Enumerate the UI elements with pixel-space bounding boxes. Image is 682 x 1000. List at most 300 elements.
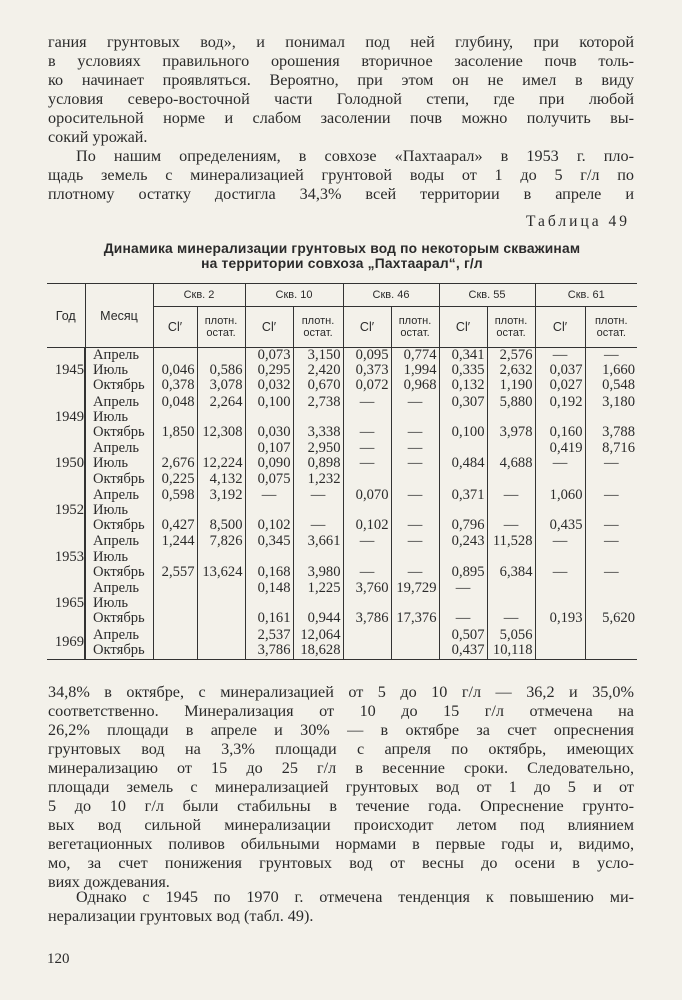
header-dry-residue: плотн. остат. [391,307,439,348]
cell-value [346,643,389,658]
cell-value: 2,420 [307,362,341,379]
cell-value [442,596,485,611]
cell-value: — [310,517,326,534]
value-cell [343,581,391,628]
text-line: сокий урожай. [48,128,148,146]
value-cell [293,534,343,581]
cell-value: 4,688 [499,455,533,472]
cell-value: 8,716 [602,440,635,457]
cell-value: 0,898 [307,455,341,472]
page-number: 120 [47,951,70,967]
cell-value: 0,373 [355,362,389,379]
cell-value [538,628,583,643]
mineralization-table [47,283,637,660]
cell-value: 1,660 [602,362,635,379]
cell-value: 2,264 [209,393,243,410]
cell-value: — [407,563,423,580]
month-cell [85,348,153,395]
value-cell [535,581,585,628]
cell-value [156,628,195,643]
cell-value [200,550,243,565]
cell-value [490,581,533,596]
value-cell [245,581,293,628]
month-label: Апрель [93,393,140,410]
cell-value: — [261,486,277,503]
value-cell [439,628,487,660]
value-cell [439,488,487,535]
value-cell [245,395,293,442]
cell-value [200,643,243,658]
month-label: Октябрь [93,641,145,658]
month-label: Апрель [93,533,140,550]
table-row [47,488,637,535]
year-cell: 1952 [54,502,84,519]
cell-value: 0,095 [355,347,389,363]
cell-value [346,472,389,487]
cell-value [248,550,291,565]
header-dry-residue: плотн. остат. [197,307,245,348]
value-cell [391,581,439,628]
cell-value [442,550,485,565]
cell-value: 0,072 [355,377,389,394]
value-cell [439,395,487,442]
cell-value: — [603,563,619,580]
cell-value: — [407,455,423,472]
cell-value [588,503,636,518]
cell-value: 0,598 [161,486,195,503]
cell-value: — [455,610,471,627]
table-row [47,628,637,660]
cell-value [156,643,195,658]
value-cell [585,628,637,660]
cell-value: — [455,580,471,597]
month-label: Октябрь [93,470,145,487]
month-label: Октябрь [93,424,145,441]
value-cell [153,628,197,660]
text-line: грунтовых вод на 3,3% площади с апреля по октябрь, имеющих [48,740,634,758]
cell-value [442,503,485,518]
cell-value [538,410,583,425]
cell-value [538,503,583,518]
cell-value [588,410,636,425]
cell-value [200,596,243,611]
value-cell [487,441,535,488]
text-line: в условиях правильного орошения вторичное засоление почв толь- [48,52,634,70]
value-cell [245,441,293,488]
table-row [47,581,637,628]
cell-value [442,472,485,487]
cell-value [200,348,243,363]
cell-value: 0,548 [602,377,635,394]
paragraph-2 [48,147,634,204]
cell-value [490,550,533,565]
cell-value: — [359,423,375,440]
cell-value [588,472,636,487]
cell-value [296,596,341,611]
month-label: Июль [93,362,129,379]
cell-value [296,503,341,518]
cell-value: — [552,533,568,550]
cell-value: 0,030 [257,423,291,440]
value-cell [391,441,439,488]
cell-value: — [407,423,423,440]
year-cell: 1949 [54,408,84,425]
value-cell [153,395,197,442]
cell-value: 12,224 [202,455,243,472]
cell-value [394,503,437,518]
cell-value: 0,968 [403,377,437,394]
header-dry-residue: плотн. остат. [585,307,637,348]
value-cell [391,628,439,660]
cell-value: — [407,533,423,550]
value-cell [487,395,535,442]
value-cell [343,488,391,535]
text-line: 34,8% в октябре, с минерализацией от 5 до 10 г/л — 36,2 и 35,0% [48,683,634,701]
cell-value: — [407,440,423,457]
cell-value: 3,786 [257,641,291,658]
header-well: Скв. 46 [343,284,439,307]
cell-value: 0,075 [257,470,291,487]
text-line: условия северо-восточной части Голодной степи, где при любой [48,90,634,108]
cell-value: 0,168 [257,563,291,580]
value-cell [391,395,439,442]
cell-value [538,550,583,565]
cell-value: 5,620 [602,610,635,627]
cell-value: 2,576 [499,347,533,363]
value-cell [439,581,487,628]
text-line: 26,2% площади в апреле и 30% — в октябре за счет опреснения [48,721,634,739]
table-row [47,441,637,488]
cell-value [588,628,636,643]
cell-value: — [359,533,375,550]
cell-value: 3,192 [209,486,243,503]
cell-value: 6,384 [499,563,533,580]
cell-value: — [603,455,619,472]
value-cell [245,488,293,535]
text-line: оросительной норме и слабом засолении почв можно получить вы- [48,109,634,127]
cell-value: 0,371 [451,486,485,503]
cell-value [442,441,485,456]
cell-value: — [359,440,375,457]
cell-value [490,596,533,611]
cell-value [200,628,243,643]
text-line: соответственно. Минерализация от 10 до 15 г/л отмечена на [48,702,634,720]
header-dry-residue: плотн. остат. [487,307,535,348]
cell-value: — [603,533,619,550]
text-line: Однако с 1945 по 1970 г. отмечена тенденция к повышению ми- [76,888,634,906]
cell-value: 0,048 [161,393,195,410]
month-label: Октябрь [93,563,145,580]
cell-value: 3,180 [602,393,635,410]
text-line: щадь земель с минерализацией грунтовой воды от 1 до 5 г/л по [48,166,634,184]
cell-value: 0,107 [257,440,291,457]
value-cell [391,488,439,535]
year-cell: 1950 [54,455,84,472]
cell-value: 13,624 [202,563,243,580]
cell-value: 1,190 [499,377,533,394]
year-cell: 1953 [54,548,84,565]
cell-value: 3,760 [355,580,389,597]
cell-value: 0,132 [451,377,485,394]
cell-value: 3,786 [355,610,389,627]
value-cell [293,581,343,628]
cell-value: 0,225 [161,470,195,487]
cell-value [248,596,291,611]
paragraph-4 [48,888,634,926]
month-label: Апрель [93,580,140,597]
cell-value [394,628,437,643]
table-row [47,348,637,395]
value-cell [293,488,343,535]
cell-value [394,596,437,611]
cell-value: 7,826 [209,533,243,550]
value-cell [245,534,293,581]
value-cell [487,581,535,628]
text-line: мо, за счет понижения грунтовых вод от весны до осени в усло- [48,854,634,872]
cell-value: — [552,347,568,363]
value-cell [245,348,293,395]
cell-value [248,503,291,518]
cell-value: — [503,486,519,503]
cell-value: — [359,393,375,410]
value-cell [245,628,293,660]
cell-value: 5,880 [499,393,533,410]
cell-value: 17,376 [396,610,437,627]
table-row [47,395,637,442]
cell-value [394,643,437,658]
table-title [50,241,634,271]
year-cell: 1945 [54,362,84,379]
cell-value: — [552,563,568,580]
cell-value: 3,980 [307,563,341,580]
cell-value: 12,064 [300,626,341,643]
cell-value [490,503,533,518]
paragraph-1 [48,33,634,147]
value-cell [343,628,391,660]
value-cell [585,488,637,535]
cell-value: 1,994 [403,362,437,379]
value-cell [293,628,343,660]
text-line: площади земель с минерализацией грунтовых вод от 1 до 5 и от [48,778,634,796]
cell-value: 11,528 [492,533,533,550]
cell-value: 18,628 [300,641,341,658]
cell-value [296,410,341,425]
cell-value: 0,944 [307,610,341,627]
cell-value: 0,341 [451,347,485,363]
value-cell [487,628,535,660]
cell-value: — [603,517,619,534]
month-label: Апрель [93,486,140,503]
value-cell [535,395,585,442]
value-cell [535,348,585,395]
header-cl: Cl′ [245,307,293,348]
cell-value [156,503,195,518]
value-cell [439,534,487,581]
month-cell [85,488,153,535]
cell-value: 0,161 [257,610,291,627]
table-body [47,348,637,660]
cell-value [296,550,341,565]
cell-value: 2,676 [161,455,195,472]
value-cell [293,441,343,488]
cell-value: 0,419 [549,440,583,457]
cell-value: 0,102 [257,517,291,534]
value-cell [197,395,245,442]
month-label: Октябрь [93,610,145,627]
cell-value [588,643,636,658]
cell-value: 3,661 [307,533,341,550]
value-cell [391,348,439,395]
cell-value [490,472,533,487]
cell-value: 2,950 [307,440,341,457]
cell-value: 10,118 [492,641,533,658]
value-cell [535,441,585,488]
cell-value: 0,192 [549,393,583,410]
cell-value: 3,788 [602,423,635,440]
cell-value [156,581,195,596]
header-cl: Cl′ [343,307,391,348]
cell-value [156,611,195,626]
month-label: Октябрь [93,377,145,394]
cell-value: 0,774 [403,347,437,363]
value-cell [439,348,487,395]
cell-value: — [503,610,519,627]
cell-value: — [603,486,619,503]
value-cell [585,395,637,442]
cell-value [394,472,437,487]
year-cell: 1969 [47,628,85,660]
table-label: Таблица 49 [525,213,630,230]
value-cell [585,348,637,395]
cell-value: 12,308 [202,423,243,440]
value-cell [535,488,585,535]
cell-value [346,410,389,425]
cell-value [588,596,636,611]
month-cell [85,628,153,660]
header-dry-residue: плотн. остат. [293,307,343,348]
cell-value [346,628,389,643]
month-label: Октябрь [93,517,145,534]
month-label: Июль [93,408,129,425]
header-well: Скв. 2 [153,284,245,307]
cell-value [394,550,437,565]
cell-value: 5,056 [499,626,533,643]
value-cell [153,581,197,628]
header-well: Скв. 10 [245,284,343,307]
cell-value: 2,738 [307,393,341,410]
value-cell [487,534,535,581]
value-cell [153,488,197,535]
header-year: Год [47,284,85,348]
cell-value: 2,632 [499,362,533,379]
cell-value: 0,307 [451,393,485,410]
cell-value [200,410,243,425]
cell-value [156,596,195,611]
cell-value: — [407,486,423,503]
value-cell [585,534,637,581]
text-line: нерализации грунтовых вод (табл. 49). [48,907,314,925]
value-cell [439,441,487,488]
cell-value: 0,586 [209,362,243,379]
cell-value [346,550,389,565]
table-title-line: Динамика минерализации грунтовых вод по некоторым скважинам [103,241,581,256]
month-label: Апрель [93,347,140,363]
cell-value: — [603,347,619,363]
cell-value: 0,070 [355,486,389,503]
cell-value: 0,435 [549,517,583,534]
cell-value: 3,078 [209,377,243,394]
month-label: Июль [93,548,129,565]
value-cell [197,628,245,660]
month-cell [85,395,153,442]
text-line: вых вод сильной минерализации происходит летом под влиянием [48,816,634,834]
month-label: Апрель [93,440,140,457]
value-cell [293,348,343,395]
value-cell [343,348,391,395]
header-month: Месяц [85,284,153,348]
text-line: минерализацию от 15 до 25 г/л в весенние сроки. Следовательно, [48,759,634,777]
cell-value: 3,150 [307,347,341,363]
value-cell [535,534,585,581]
cell-value: 3,978 [499,423,533,440]
month-cell [85,581,153,628]
cell-value: 0,507 [451,626,485,643]
value-cell [487,348,535,395]
header-well: Скв. 61 [535,284,637,307]
cell-value [200,503,243,518]
cell-value [538,581,583,596]
text-line: 5 до 10 г/л были стабильны в течение года. Опреснение грунто- [48,797,634,815]
cell-value [200,441,243,456]
cell-value [442,410,485,425]
table-row [47,534,637,581]
cell-value [248,410,291,425]
cell-value [394,410,437,425]
header-cl: Cl′ [439,307,487,348]
cell-value: 0,073 [257,347,291,363]
cell-value: 0,160 [549,423,583,440]
cell-value [156,550,195,565]
cell-value: 0,243 [451,533,485,550]
cell-value: 0,046 [161,362,195,379]
value-cell [391,534,439,581]
cell-value: 1,244 [161,533,195,550]
month-label: Июль [93,595,129,612]
paragraph-3 [48,683,634,892]
cell-value: — [552,455,568,472]
cell-value [490,441,533,456]
cell-value: 0,437 [451,641,485,658]
cell-value: — [310,486,326,503]
table-title-line: на территории совхоза „Пахтаарал“, г/л [201,256,483,271]
header-cl: Cl′ [153,307,197,348]
cell-value [538,643,583,658]
cell-value: 1,225 [307,580,341,597]
text-line: вегетационных поливов обильными нормами в первые годы и, видимо, [48,835,634,853]
value-cell [197,581,245,628]
cell-value: 1,060 [549,486,583,503]
month-label: Июль [93,502,129,519]
cell-value [588,581,636,596]
month-cell [85,534,153,581]
cell-value: 0,032 [257,377,291,394]
cell-value: 0,090 [257,455,291,472]
cell-value [156,410,195,425]
cell-value: — [407,393,423,410]
year-cell: 1965 [54,595,84,612]
cell-value: 0,484 [451,455,485,472]
cell-value: 1,232 [307,470,341,487]
